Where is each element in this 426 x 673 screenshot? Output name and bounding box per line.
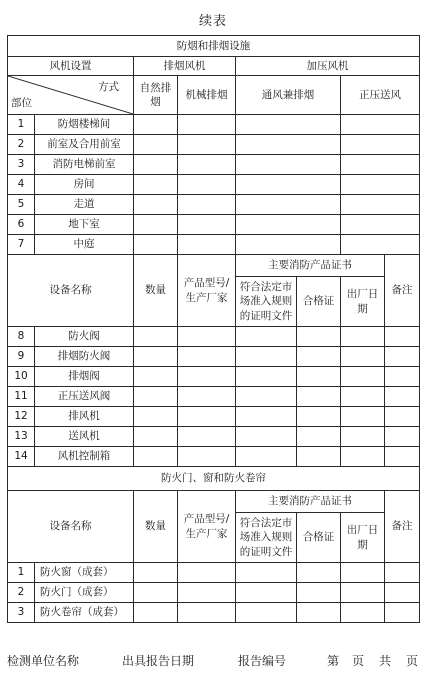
table-row [8, 115, 420, 135]
table-row [8, 387, 420, 407]
input-cell[interactable] [341, 563, 385, 583]
equipment-name: 送风机 [35, 427, 134, 447]
location-name: 房间 [35, 175, 134, 195]
input-cell[interactable] [134, 603, 178, 623]
equipment-name: 正压送风阀 [35, 387, 134, 407]
natural-exhaust-header: 自然排烟 [134, 76, 178, 115]
input-cell[interactable] [297, 327, 341, 347]
row-number: 4 [8, 175, 35, 195]
part-label: 部位 [11, 96, 32, 109]
footer-org-label: 检测单位名称 [7, 654, 80, 668]
input-cell[interactable] [134, 583, 178, 603]
input-cell[interactable] [236, 427, 297, 447]
row-number: 11 [8, 387, 35, 407]
row-number: 5 [8, 195, 35, 215]
certificates-header: 主要消防产品证书 [236, 491, 385, 513]
quantity-header: 数量 [134, 255, 178, 327]
table-row [8, 327, 420, 347]
input-cell[interactable] [385, 563, 420, 583]
input-cell[interactable] [178, 387, 236, 407]
input-cell[interactable] [236, 603, 297, 623]
input-cell[interactable] [385, 447, 420, 467]
press-fan-header: 加压风机 [236, 57, 420, 76]
input-cell[interactable] [134, 115, 178, 135]
input-cell[interactable] [236, 215, 341, 235]
input-cell[interactable] [341, 215, 420, 235]
equipment-name: 防火卷帘（成套） [35, 603, 134, 623]
input-cell[interactable] [341, 235, 420, 255]
input-cell[interactable] [178, 583, 236, 603]
input-cell[interactable] [341, 135, 420, 155]
input-cell[interactable] [297, 427, 341, 447]
input-cell[interactable] [341, 387, 385, 407]
footer-date-label: 出具报告日期 [122, 654, 195, 668]
row-number: 12 [8, 407, 35, 427]
location-name: 防烟楼梯间 [35, 115, 134, 135]
row-number: 8 [8, 327, 35, 347]
method-part-diagonal-cell [8, 76, 134, 115]
input-cell[interactable] [236, 195, 341, 215]
input-cell[interactable] [178, 115, 236, 135]
equipment-name-header: 设备名称 [8, 491, 134, 563]
row-number: 10 [8, 367, 35, 387]
input-cell[interactable] [341, 115, 420, 135]
input-cell[interactable] [134, 195, 178, 215]
input-cell[interactable] [385, 327, 420, 347]
input-cell[interactable] [178, 407, 236, 427]
input-cell[interactable] [297, 583, 341, 603]
row-number: 6 [8, 215, 35, 235]
page-title: 续表 [198, 14, 227, 29]
input-cell[interactable] [236, 563, 297, 583]
input-cell[interactable] [385, 407, 420, 427]
input-cell[interactable] [134, 407, 178, 427]
equipment-name: 防火阀 [35, 327, 134, 347]
equipment-name: 风机控制箱 [35, 447, 134, 467]
table-row [8, 347, 420, 367]
factory-date-header: 出厂日期 [341, 513, 385, 563]
vent-exhaust-header: 通风兼排烟 [236, 76, 341, 115]
input-cell[interactable] [385, 427, 420, 447]
input-cell[interactable] [134, 347, 178, 367]
model-maker-header: 产品型号/生产厂家 [178, 255, 236, 327]
input-cell[interactable] [385, 387, 420, 407]
table-row [8, 155, 420, 175]
input-cell[interactable] [178, 195, 236, 215]
table-row [8, 195, 420, 215]
table-row [8, 603, 420, 623]
input-cell[interactable] [297, 367, 341, 387]
row-number: 7 [8, 235, 35, 255]
input-cell[interactable] [385, 583, 420, 603]
mechanical-exhaust-header: 机械排烟 [178, 76, 236, 115]
input-cell[interactable] [341, 407, 385, 427]
input-cell[interactable] [236, 155, 341, 175]
input-cell[interactable] [341, 447, 385, 467]
equipment-name: 防火门（成套） [35, 583, 134, 603]
input-cell[interactable] [236, 447, 297, 467]
quantity-header: 数量 [134, 491, 178, 563]
input-cell[interactable] [341, 583, 385, 603]
input-cell[interactable] [341, 327, 385, 347]
table-row [8, 135, 420, 155]
location-name: 消防电梯前室 [35, 155, 134, 175]
table-row [8, 367, 420, 387]
equipment-name: 排烟防火阀 [35, 347, 134, 367]
input-cell[interactable] [134, 327, 178, 347]
input-cell[interactable] [134, 367, 178, 387]
fan-setting-header: 风机设置 [8, 57, 134, 76]
model-maker-header: 产品型号/生产厂家 [178, 491, 236, 563]
row-number: 3 [8, 155, 35, 175]
row-number: 2 [8, 583, 35, 603]
row-number: 9 [8, 347, 35, 367]
input-cell[interactable] [236, 367, 297, 387]
input-cell[interactable] [236, 175, 341, 195]
input-cell[interactable] [385, 367, 420, 387]
table-row [8, 175, 420, 195]
input-cell[interactable] [134, 135, 178, 155]
equipment-name: 防火窗（成套） [35, 563, 134, 583]
qualified-cert-header: 合格证 [297, 513, 341, 563]
equipment-name: 排风机 [35, 407, 134, 427]
input-cell[interactable] [178, 175, 236, 195]
row-number: 13 [8, 427, 35, 447]
input-cell[interactable] [236, 387, 297, 407]
input-cell[interactable] [178, 347, 236, 367]
input-cell[interactable] [134, 235, 178, 255]
input-cell[interactable] [178, 427, 236, 447]
input-cell[interactable] [341, 427, 385, 447]
input-cell[interactable] [341, 195, 420, 215]
qualified-cert-header: 合格证 [297, 277, 341, 327]
input-cell[interactable] [236, 235, 341, 255]
input-cell[interactable] [297, 603, 341, 623]
row-number: 2 [8, 135, 35, 155]
input-cell[interactable] [134, 447, 178, 467]
input-cell[interactable] [178, 235, 236, 255]
equipment-name: 排烟阀 [35, 367, 134, 387]
input-cell[interactable] [178, 367, 236, 387]
location-name: 地下室 [35, 215, 134, 235]
table-row [8, 407, 420, 427]
input-cell[interactable] [134, 175, 178, 195]
remark-header: 备注 [385, 491, 420, 563]
input-cell[interactable] [236, 115, 341, 135]
input-cell[interactable] [297, 347, 341, 367]
row-number: 1 [8, 115, 35, 135]
inspection-form-table [7, 35, 420, 623]
input-cell[interactable] [297, 407, 341, 427]
section-header-smoke: 防烟和排烟设施 [8, 36, 420, 57]
location-name: 中庭 [35, 235, 134, 255]
footer-page-unit: 页 [352, 654, 365, 668]
market-access-header: 符合法定市场准入规则的证明文件 [236, 277, 297, 327]
table-row [8, 563, 420, 583]
table-row [8, 215, 420, 235]
input-cell[interactable] [236, 583, 297, 603]
input-cell[interactable] [178, 447, 236, 467]
remark-header: 备注 [385, 255, 420, 327]
input-cell[interactable] [134, 387, 178, 407]
input-cell[interactable] [178, 327, 236, 347]
input-cell[interactable] [385, 347, 420, 367]
method-label: 方式 [98, 81, 119, 93]
table-row [8, 583, 420, 603]
input-cell[interactable] [178, 135, 236, 155]
row-number: 1 [8, 563, 35, 583]
input-cell[interactable] [297, 563, 341, 583]
input-cell[interactable] [341, 347, 385, 367]
input-cell[interactable] [236, 347, 297, 367]
input-cell[interactable] [134, 155, 178, 175]
table-row [8, 235, 420, 255]
input-cell[interactable] [134, 563, 178, 583]
table-row [8, 427, 420, 447]
input-cell[interactable] [134, 215, 178, 235]
location-name: 前室及合用前室 [35, 135, 134, 155]
section-header-fire-doors: 防火门、窗和防火卷帘 [8, 467, 420, 491]
positive-pressure-header: 正压送风 [341, 76, 420, 115]
input-cell[interactable] [341, 603, 385, 623]
row-number: 3 [8, 603, 35, 623]
row-number: 14 [8, 447, 35, 467]
footer-report-no-label: 报告编号 [238, 654, 287, 668]
equipment-name-header: 设备名称 [8, 255, 134, 327]
input-cell[interactable] [134, 427, 178, 447]
input-cell[interactable] [341, 367, 385, 387]
market-access-header: 符合法定市场准入规则的证明文件 [236, 513, 297, 563]
input-cell[interactable] [178, 603, 236, 623]
input-cell[interactable] [297, 447, 341, 467]
factory-date-header: 出厂日期 [341, 277, 385, 327]
input-cell[interactable] [178, 215, 236, 235]
input-cell[interactable] [236, 135, 341, 155]
input-cell[interactable] [297, 387, 341, 407]
table-row [8, 447, 420, 467]
input-cell[interactable] [236, 327, 297, 347]
certificates-header: 主要消防产品证书 [236, 255, 385, 277]
input-cell[interactable] [178, 155, 236, 175]
location-name: 走道 [35, 195, 134, 215]
input-cell[interactable] [341, 175, 420, 195]
input-cell[interactable] [385, 603, 420, 623]
footer-total-unit: 页 [406, 654, 419, 668]
input-cell[interactable] [178, 563, 236, 583]
footer-total-label: 共 [379, 654, 392, 668]
exhaust-fan-header: 排烟风机 [134, 57, 236, 76]
input-cell[interactable] [341, 155, 420, 175]
footer-page-label: 第 [327, 654, 340, 668]
input-cell[interactable] [236, 407, 297, 427]
report-footer [7, 652, 419, 670]
